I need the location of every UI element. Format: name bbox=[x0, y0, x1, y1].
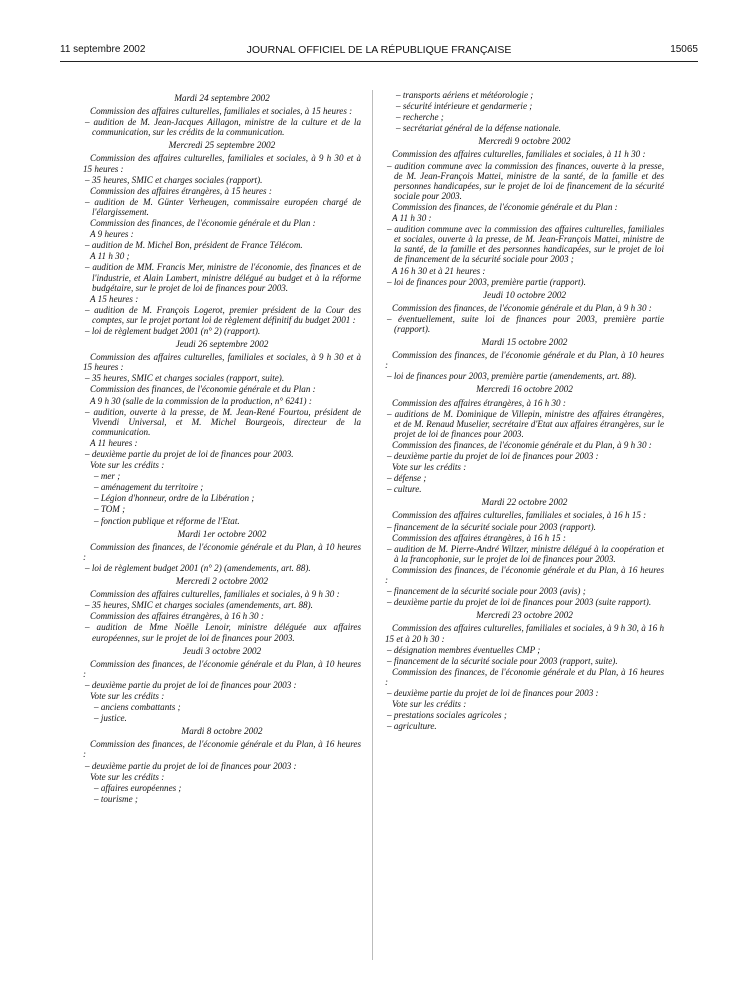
paragraph: Commission des affaires culturelles, familiales et sociales, à 16 h 15 : bbox=[392, 510, 647, 521]
right-column bbox=[385, 90, 664, 732]
agenda-item: – deuxième partie du projet de loi de finances pour 2003 (suite rapport). bbox=[387, 597, 652, 608]
credit-item: – secrétariat général de la défense nationale. bbox=[396, 123, 561, 134]
date-heading: Mardi 8 octobre 2002 bbox=[181, 727, 263, 738]
date-heading: Jeudi 26 septembre 2002 bbox=[175, 340, 269, 351]
left-column bbox=[83, 90, 361, 805]
paragraph: Commission des affaires culturelles, familiales et sociales, à 9 h 30, à 16 h 15 et à 20 h 30 : bbox=[385, 623, 664, 644]
paragraph: Commission des affaires culturelles, familiales et sociales, à 9 h 30 : bbox=[90, 589, 340, 600]
agenda-item: – audition de M. François Logerot, premier président de la Cour des comptes, sur le projet portant loi de règlement définitif du budget 2001 : bbox=[85, 304, 361, 325]
paragraph: Vote sur les crédits : bbox=[90, 690, 165, 701]
paragraph: A 15 heures : bbox=[90, 293, 139, 304]
agenda-item: – audition, ouverte à la presse, de M. Jean-René Fourtou, président de Vivendi Universal, et M. Michel Bourgeois, directeur de la communication. bbox=[85, 406, 361, 437]
agenda-item: – audition de M. Michel Bon, président de France Télécom. bbox=[85, 240, 303, 251]
header-date: 11 septembre 2002 bbox=[60, 44, 146, 55]
date-heading: Mercredi 9 octobre 2002 bbox=[478, 137, 571, 148]
header-rule bbox=[60, 61, 698, 62]
agenda-item: – deuxième partie du projet de loi de finances pour 2003 : bbox=[85, 760, 297, 771]
date-heading: Mercredi 23 octobre 2002 bbox=[476, 611, 573, 622]
agenda-item: – éventuellement, suite loi de finances pour 2003, première partie (rapport). bbox=[387, 313, 664, 334]
agenda-item: – audition de M. Pierre-André Wiltzer, ministre délégué à la coopération et à la francophonie, sur le projet de loi de finances pour 2003. bbox=[387, 543, 664, 564]
agenda-item: – audition de Mme Noëlle Lenoir, ministre déléguée aux affaires européennes, sur le projet de loi de finances pour 2003. bbox=[85, 622, 361, 643]
credit-item: – transports aériens et météorologie ; bbox=[396, 90, 534, 100]
agenda-item: – loi de finances pour 2003, première partie (rapport). bbox=[387, 276, 586, 287]
paragraph: Commission des affaires étrangères, à 16 h 30 : bbox=[392, 397, 566, 408]
agenda-item: – 35 heures, SMIC et charges sociales (amendements, art. 88). bbox=[85, 600, 313, 611]
credit-item: – justice. bbox=[94, 713, 127, 724]
agenda-item: – deuxième partie du projet de loi de finances pour 2003. bbox=[85, 449, 294, 459]
agenda-item: – culture. bbox=[387, 484, 422, 495]
paragraph: Commission des finances, de l'économie générale et du Plan, à 16 heures : bbox=[385, 564, 664, 586]
paragraph: Commission des finances, de l'économie générale et du Plan, à 16 heures : bbox=[83, 739, 361, 760]
paragraph: Commission des finances, de l'économie générale et du Plan, à 10 heures : bbox=[83, 541, 361, 562]
agenda-item: – auditions de M. Dominique de Villepin, ministre des affaires étrangères, et de M. Renaud Muselier, secrétaire d'Etat aux affaires étrangères, sur le projet de loi de finances pour 2003. bbox=[387, 408, 664, 439]
agenda-item: – 35 heures, SMIC et charges sociales (rapport, suite). bbox=[85, 373, 285, 384]
column-divider bbox=[372, 90, 373, 960]
credit-item: – aménagement du territoire ; bbox=[94, 482, 204, 493]
date-heading: Mercredi 2 octobre 2002 bbox=[175, 577, 269, 588]
agenda-item: – financement de la sécurité sociale pour 2003 (rapport, suite). bbox=[387, 655, 618, 666]
paragraph: Commission des finances, de l'économie générale et du Plan, à 10 heures : bbox=[385, 350, 664, 371]
credit-item: – fonction publique et réforme de l'Etat. bbox=[94, 515, 240, 526]
page-header bbox=[60, 44, 698, 58]
agenda-item: – audition commune avec la commission des affaires culturelles, familiales et sociales, ouverte à la presse, de M. Jean-François Mattei, ministre de la santé, de la famille et des personnes handicapées, sur le projet de loi de financement de la sécurité sociale pour 2003 ; bbox=[387, 224, 664, 265]
paragraph: Vote sur les crédits : bbox=[90, 771, 165, 782]
agenda-item: – désignation membres éventuelles CMP ; bbox=[387, 644, 541, 655]
paragraph: A 9 h 30 (salle de la commission de la production, n° 6241) : bbox=[90, 395, 312, 406]
agenda-item: – audition de MM. Francis Mer, ministre de l'économie, des finances et de l'industrie, et Alain Lambert, ministre délégué au budget et à la réforme budgétaire, sur le projet de loi de finances pour 2003. bbox=[85, 262, 361, 293]
paragraph: Commission des finances, de l'économie générale et du Plan, à 10 heures : bbox=[83, 658, 361, 679]
paragraph: Commission des finances, de l'économie générale et du Plan : bbox=[90, 384, 316, 395]
credit-item: – TOM ; bbox=[94, 504, 126, 515]
credit-item: – mer ; bbox=[94, 471, 121, 482]
credit-item: – anciens combattants ; bbox=[94, 702, 181, 713]
agenda-item: – 35 heures, SMIC et charges sociales (rapport). bbox=[85, 174, 263, 185]
paragraph: Commission des finances, de l'économie générale et du Plan : bbox=[90, 218, 316, 229]
agenda-item: – loi de finances pour 2003, première partie (amendements, art. 88). bbox=[387, 371, 637, 382]
agenda-item: – prestations sociales agricoles ; bbox=[387, 710, 507, 721]
agenda-item: – deuxième partie du projet de loi de finances pour 2003 : bbox=[387, 687, 599, 698]
agenda-item: – défense ; bbox=[387, 473, 427, 484]
paragraph: Vote sur les crédits : bbox=[392, 699, 467, 710]
paragraph: Commission des affaires culturelles, familiales et sociales, à 11 h 30 : bbox=[392, 149, 646, 160]
paragraph: Commission des finances, de l'économie générale et du Plan, à 16 heures : bbox=[385, 666, 664, 687]
date-heading: Mardi 24 septembre 2002 bbox=[174, 94, 270, 104]
paragraph: A 11 h 30 : bbox=[392, 213, 432, 224]
paragraph: Commission des affaires culturelles, familiales et sociales, à 9 h 30 et à 15 heures : bbox=[83, 352, 361, 373]
date-heading: Mardi 1er octobre 2002 bbox=[177, 529, 267, 540]
date-heading: Mardi 22 octobre 2002 bbox=[481, 498, 568, 509]
date-heading: Jeudi 3 octobre 2002 bbox=[182, 646, 262, 657]
agenda-item: – deuxième partie du projet de loi de finances pour 2003 : bbox=[387, 451, 599, 461]
paragraph: Commission des affaires culturelles, familiales et sociales, à 9 h 30 et à 15 heures : bbox=[83, 153, 361, 174]
credit-item: – affaires européennes ; bbox=[94, 782, 182, 793]
agenda-item: – audition commune avec la commission des finances, ouverte à la presse, de M. Jean-François Mattei, ministre de la santé, de la famille et des personnes handicapées, sur le projet de loi de financement de la sécurité sociale pour 2003. bbox=[387, 160, 664, 201]
credit-item: – recherche ; bbox=[396, 112, 444, 123]
date-heading: Mardi 15 octobre 2002 bbox=[481, 338, 568, 349]
agenda-item: – financement de la sécurité sociale pour 2003 (rapport). bbox=[387, 521, 596, 532]
date-heading: Mercredi 25 septembre 2002 bbox=[168, 141, 276, 152]
agenda-item: – financement de la sécurité sociale pour 2003 (avis) ; bbox=[387, 586, 586, 597]
date-heading: Jeudi 10 octobre 2002 bbox=[482, 290, 567, 301]
paragraph: Commission des finances, de l'économie générale et du Plan, à 9 h 30 : bbox=[392, 439, 652, 450]
date-heading: Mercredi 16 octobre 2002 bbox=[476, 385, 573, 396]
credit-item: – Légion d'honneur, ordre de la Libération ; bbox=[94, 493, 255, 504]
agenda-item: – loi de règlement budget 2001 (n° 2) (amendements, art. 88). bbox=[85, 562, 311, 573]
credit-item: – sécurité intérieure et gendarmerie ; bbox=[396, 101, 533, 112]
credit-item: – tourisme ; bbox=[94, 793, 138, 804]
paragraph: Vote sur les crédits : bbox=[392, 462, 467, 473]
agenda-item: – loi de règlement budget 2001 (n° 2) (rapport). bbox=[85, 325, 261, 336]
agenda-item: – agriculture. bbox=[387, 721, 437, 732]
paragraph: A 9 heures : bbox=[90, 229, 134, 240]
paragraph: Commission des finances, de l'économie générale et du Plan : bbox=[392, 201, 618, 212]
paragraph: A 11 h 30 ; bbox=[90, 251, 130, 262]
journal-title: JOURNAL OFFICIEL DE LA RÉPUBLIQUE FRANÇAISE bbox=[246, 44, 512, 56]
paragraph: Commission des affaires étrangères, à 15 heures : bbox=[90, 185, 272, 196]
paragraph: Commission des affaires culturelles, familiales et sociales, à 15 heures : bbox=[90, 106, 353, 117]
agenda-item: – deuxième partie du projet de loi de finances pour 2003 : bbox=[85, 679, 297, 690]
paragraph: A 16 h 30 et à 21 heures : bbox=[392, 265, 486, 276]
paragraph: A 11 heures : bbox=[90, 437, 138, 448]
agenda-item: – audition de M. Jean-Jacques Aillagon, ministre de la culture et de la communication, sur les crédits de la communication. bbox=[85, 117, 361, 138]
agenda-item: – audition de M. Günter Verheugen, commissaire européen chargé de l'élargissement. bbox=[85, 196, 361, 217]
paragraph: Commission des affaires étrangères, à 16 h 15 : bbox=[392, 532, 566, 543]
paragraph: Commission des affaires étrangères, à 16 h 30 : bbox=[90, 611, 264, 622]
paragraph: Commission des finances, de l'économie générale et du Plan, à 9 h 30 : bbox=[392, 302, 652, 313]
paragraph: Vote sur les crédits : bbox=[90, 460, 165, 471]
page-number: 15065 bbox=[670, 44, 698, 55]
